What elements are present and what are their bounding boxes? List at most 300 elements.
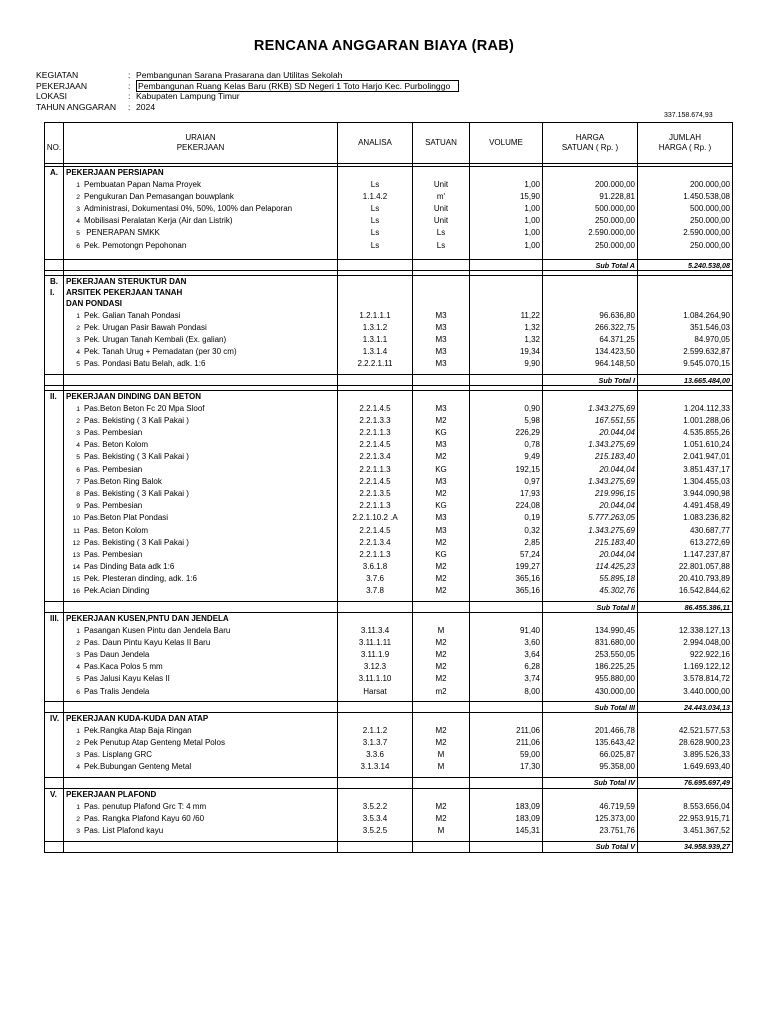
item-number: 2 <box>76 417 80 425</box>
item-number: 3 <box>76 337 80 345</box>
item-label: Pas. Rangka Plafond Kayu 60 /60 <box>84 813 205 823</box>
empty-cell <box>45 260 64 271</box>
item-analisa: 3.7.8 <box>338 585 413 597</box>
item-harga-satuan: 20.044,04 <box>543 500 638 512</box>
item-jumlah: 12.338.127,13 <box>638 624 733 636</box>
item-label: Pas. Pembesian <box>84 428 143 438</box>
empty-cell <box>45 402 64 414</box>
info-key: PEKERJAAN <box>36 80 88 91</box>
item-jumlah: 20.410.793,89 <box>638 573 733 585</box>
item-satuan: M2 <box>413 648 470 660</box>
item-label: Pek Penutup Atap Genteng Metal Polos <box>84 737 225 747</box>
item-satuan: M2 <box>413 736 470 748</box>
item-volume: 3,74 <box>470 673 543 685</box>
item-number: 1 <box>76 727 80 735</box>
empty-cell <box>638 251 733 260</box>
item-jumlah: 42.521.577,53 <box>638 724 733 736</box>
empty-cell <box>338 702 413 713</box>
empty-cell <box>45 624 64 636</box>
header-harga <box>543 123 638 164</box>
item-harga-satuan: 215.183,40 <box>543 451 638 463</box>
empty-cell <box>64 841 338 852</box>
item-description <box>64 239 338 251</box>
table-row <box>45 451 733 463</box>
item-label: Pas Jalusi Kayu Kelas II <box>84 674 170 684</box>
item-label: Pas. Pembesian <box>84 464 143 474</box>
item-satuan: m' <box>413 190 470 202</box>
subtotal-value: 76.695.697,49 <box>638 777 733 788</box>
table-row <box>45 573 733 585</box>
section-title: ARSITEK PEKERJAAN TANAH <box>64 287 338 298</box>
item-satuan: M <box>413 624 470 636</box>
item-volume: 91,40 <box>470 624 543 636</box>
item-jumlah: 8.553.656,04 <box>638 800 733 812</box>
item-volume: 211,06 <box>470 724 543 736</box>
item-label: Pas. Bekisting ( 3 Kali Pakai ) <box>84 452 189 462</box>
empty-cell <box>64 777 338 788</box>
item-number: 3 <box>76 827 80 835</box>
item-number: 2 <box>76 324 80 332</box>
empty-cell <box>45 227 64 239</box>
table-row <box>45 812 733 824</box>
subtotal-label: Sub Total IV <box>543 777 638 788</box>
table-row <box>45 487 733 499</box>
empty-cell <box>470 713 543 725</box>
item-harga-satuan: 266.322,75 <box>543 321 638 333</box>
section-title: PEKERJAAN KUDA-KUDA DAN ATAP <box>64 713 338 725</box>
item-number: 2 <box>76 193 80 201</box>
item-harga-satuan: 955.880,00 <box>543 673 638 685</box>
item-satuan: KG <box>413 463 470 475</box>
item-volume: 183,09 <box>470 812 543 824</box>
item-harga-satuan: 1.343.275,69 <box>543 475 638 487</box>
empty-cell <box>338 251 413 260</box>
item-jumlah: 1.051.610,24 <box>638 439 733 451</box>
item-jumlah: 922.922,16 <box>638 648 733 660</box>
item-harga-satuan: 125.373,00 <box>543 812 638 824</box>
table-row <box>45 346 733 358</box>
item-analisa: 3.3.6 <box>338 749 413 761</box>
item-harga-satuan: 135.643,42 <box>543 736 638 748</box>
table-row <box>45 321 733 333</box>
item-volume: 9,90 <box>470 358 543 370</box>
empty-cell <box>470 375 543 386</box>
item-volume: 17,93 <box>470 487 543 499</box>
empty-cell <box>638 287 733 298</box>
item-jumlah: 250.000,00 <box>638 215 733 227</box>
subtotal-label: Sub Total A <box>543 260 638 271</box>
item-analisa: 2.2.1.3.5 <box>338 487 413 499</box>
empty-cell <box>45 251 64 260</box>
empty-cell <box>413 788 470 800</box>
item-description <box>64 215 338 227</box>
empty-cell <box>543 276 638 288</box>
empty-cell <box>45 648 64 660</box>
section-title: PEKERJAAN KUSEN,PNTU DAN JENDELA <box>64 613 338 625</box>
item-satuan: M2 <box>413 536 470 548</box>
header-jumlah <box>638 123 733 164</box>
empty-cell <box>64 602 338 613</box>
item-harga-satuan: 46.719,59 <box>543 800 638 812</box>
spacer-row <box>45 251 733 260</box>
item-volume: 365,16 <box>470 585 543 597</box>
item-satuan: M2 <box>413 812 470 824</box>
item-harga-satuan: 91.228,81 <box>543 190 638 202</box>
empty-cell <box>45 824 64 836</box>
item-jumlah: 1.169.122,12 <box>638 661 733 673</box>
item-jumlah: 500.000,00 <box>638 202 733 214</box>
item-analisa: 2.2.1.3.4 <box>338 536 413 548</box>
table-row <box>45 548 733 560</box>
empty-cell <box>45 439 64 451</box>
empty-cell <box>338 167 413 179</box>
section-header-row <box>45 276 733 288</box>
header-uraian-line1: URAIAN <box>185 133 216 142</box>
empty-cell <box>638 713 733 725</box>
empty-cell <box>470 391 543 403</box>
item-satuan: M3 <box>413 358 470 370</box>
item-jumlah: 1.001.288,06 <box>638 414 733 426</box>
empty-cell <box>413 167 470 179</box>
item-analisa: 1.1.4.2 <box>338 190 413 202</box>
item-label: Pek. Galian Tanah Pondasi <box>84 310 181 320</box>
item-label: Pek. Urugan Pasir Bawah Pondasi <box>84 322 207 332</box>
item-jumlah: 28.628.900,23 <box>638 736 733 748</box>
section-number: II. <box>45 391 64 403</box>
header-no: NO. <box>45 123 64 164</box>
section-number: B. <box>45 276 64 288</box>
item-number: 10 <box>72 515 80 523</box>
item-description <box>64 451 338 463</box>
item-description <box>64 202 338 214</box>
section-title: PEKERJAAN DINDING DAN BETON <box>64 391 338 403</box>
section-header-row <box>45 613 733 625</box>
item-description <box>64 178 338 190</box>
item-label: Pas. Daun Pintu Kayu Kelas II Baru <box>84 637 211 647</box>
item-volume: 0,97 <box>470 475 543 487</box>
item-analisa: 3.5.3.4 <box>338 812 413 824</box>
section-title: PEKERJAAN PERSIAPAN <box>64 167 338 179</box>
item-harga-satuan: 2.590.000,00 <box>543 227 638 239</box>
item-jumlah: 250.000,00 <box>638 239 733 251</box>
item-satuan: M2 <box>413 661 470 673</box>
table-row <box>45 673 733 685</box>
table-row <box>45 500 733 512</box>
empty-cell <box>64 702 338 713</box>
item-number: 5 <box>76 676 80 684</box>
empty-cell <box>338 602 413 613</box>
item-number: 13 <box>72 551 80 559</box>
item-harga-satuan: 1.343.275,69 <box>543 524 638 536</box>
item-jumlah: 3.895.526,33 <box>638 749 733 761</box>
item-label: Pek. Plesteran dinding, adk. 1:6 <box>84 574 197 584</box>
item-volume: 17,30 <box>470 761 543 773</box>
item-volume: 1,00 <box>470 178 543 190</box>
item-jumlah: 3.578.814,72 <box>638 673 733 685</box>
item-satuan: Unit <box>413 178 470 190</box>
item-jumlah: 3.451.367,52 <box>638 824 733 836</box>
item-description <box>64 426 338 438</box>
item-harga-satuan: 66.025,87 <box>543 749 638 761</box>
item-description <box>64 636 338 648</box>
item-volume: 0,32 <box>470 524 543 536</box>
subtotal-label: Sub Total I <box>543 375 638 386</box>
item-volume: 9,49 <box>470 451 543 463</box>
empty-cell <box>470 777 543 788</box>
empty-cell <box>338 375 413 386</box>
item-jumlah: 84.970,05 <box>638 334 733 346</box>
item-analisa: 3.11.1.9 <box>338 648 413 660</box>
empty-cell <box>45 239 64 251</box>
subtotal-value: 13.665.484,00 <box>638 375 733 386</box>
info-value: Kabupaten Lampung Timur <box>136 91 240 101</box>
empty-cell <box>638 298 733 309</box>
table-row <box>45 749 733 761</box>
table-row <box>45 178 733 190</box>
empty-cell <box>45 500 64 512</box>
item-jumlah: 3.944.090,98 <box>638 487 733 499</box>
item-satuan: M2 <box>413 636 470 648</box>
item-jumlah: 1.084.264,90 <box>638 309 733 321</box>
item-analisa: 2.2.1.4.5 <box>338 402 413 414</box>
empty-cell <box>470 613 543 625</box>
item-harga-satuan: 200.000,00 <box>543 178 638 190</box>
item-satuan: M2 <box>413 724 470 736</box>
item-label: Pas. Lisplang GRC <box>84 750 153 760</box>
info-key: KEGIATAN <box>36 70 79 80</box>
item-jumlah: 16.542.844,62 <box>638 585 733 597</box>
item-description <box>64 358 338 370</box>
item-harga-satuan: 215.183,40 <box>543 536 638 548</box>
item-label: Pas. Beton Kolom <box>84 440 149 450</box>
item-volume: 0,19 <box>470 512 543 524</box>
item-harga-satuan: 186.225,25 <box>543 661 638 673</box>
empty-cell <box>45 749 64 761</box>
table-row <box>45 800 733 812</box>
subtotal-row <box>45 777 733 788</box>
item-analisa: Harsat <box>338 685 413 697</box>
item-description <box>64 749 338 761</box>
item-harga-satuan: 5.777.263,05 <box>543 512 638 524</box>
table-row <box>45 648 733 660</box>
item-harga-satuan: 20.044,04 <box>543 548 638 560</box>
item-satuan: M2 <box>413 585 470 597</box>
table-row <box>45 685 733 697</box>
item-number: 2 <box>76 739 80 747</box>
item-satuan: Ls <box>413 239 470 251</box>
header-volume: VOLUME <box>470 123 543 164</box>
info-value: Pembangunan Ruang Kelas Baru (RKB) SD Negeri 1 Toto Harjo Kec. Purbolinggo <box>136 80 459 92</box>
empty-cell <box>45 426 64 438</box>
empty-cell <box>45 724 64 736</box>
table-row <box>45 463 733 475</box>
item-jumlah: 4.535.855,26 <box>638 426 733 438</box>
item-jumlah: 4.491.458,49 <box>638 500 733 512</box>
item-number: 16 <box>72 588 80 596</box>
item-harga-satuan: 167.551,55 <box>543 414 638 426</box>
item-harga-satuan: 201.466,78 <box>543 724 638 736</box>
item-harga-satuan: 134.990,45 <box>543 624 638 636</box>
item-satuan: M3 <box>413 524 470 536</box>
item-volume: 1,00 <box>470 202 543 214</box>
empty-cell <box>638 167 733 179</box>
item-volume: 183,09 <box>470 800 543 812</box>
table-row <box>45 309 733 321</box>
empty-cell <box>45 524 64 536</box>
empty-cell <box>413 251 470 260</box>
empty-cell <box>45 702 64 713</box>
item-analisa: Ls <box>338 202 413 214</box>
empty-cell <box>338 276 413 288</box>
empty-cell <box>543 613 638 625</box>
item-label: Pas. List Plafond kayu <box>84 825 164 835</box>
item-satuan: KG <box>413 500 470 512</box>
grand-total: 337.158.674,93 <box>664 112 713 119</box>
empty-cell <box>543 298 638 309</box>
item-label: Pas.Beton Beton Fc 20 Mpa Sloof <box>84 403 205 413</box>
item-satuan: M2 <box>413 561 470 573</box>
section-number: I. <box>45 287 64 298</box>
item-satuan: M3 <box>413 439 470 451</box>
item-satuan: M3 <box>413 321 470 333</box>
item-number: 5 <box>76 454 80 462</box>
item-volume: 211,06 <box>470 736 543 748</box>
item-satuan: M3 <box>413 309 470 321</box>
item-analisa: 3.5.2.2 <box>338 800 413 812</box>
info-value: 2024 <box>136 101 156 112</box>
item-description <box>64 548 338 560</box>
item-description <box>64 475 338 487</box>
item-number: 4 <box>76 764 80 772</box>
item-harga-satuan: 20.044,04 <box>543 463 638 475</box>
section-header-row <box>45 391 733 403</box>
item-satuan: Ls <box>413 227 470 239</box>
item-analisa: 2.2.1.1.3 <box>338 548 413 560</box>
item-analisa: 3.12.3 <box>338 661 413 673</box>
header-satuan: SATUAN <box>413 123 470 164</box>
item-description <box>64 500 338 512</box>
item-description <box>64 673 338 685</box>
item-analisa: 2.2.1.1.3 <box>338 463 413 475</box>
item-description <box>64 487 338 499</box>
header-harga-line2: SATUAN ( Rp. ) <box>561 143 619 152</box>
empty-cell <box>45 548 64 560</box>
item-analisa: 1.2.1.1.1 <box>338 309 413 321</box>
item-number: 5 <box>76 361 80 369</box>
item-analisa: 2.2.1.10.2 .A <box>338 512 413 524</box>
item-label: Pas. Pembesian <box>84 501 143 511</box>
item-description <box>64 346 338 358</box>
empty-cell <box>413 260 470 271</box>
item-satuan: M <box>413 761 470 773</box>
empty-cell <box>413 391 470 403</box>
empty-cell <box>413 276 470 288</box>
empty-cell <box>64 375 338 386</box>
table-row <box>45 636 733 648</box>
item-description <box>64 524 338 536</box>
empty-cell <box>45 334 64 346</box>
item-volume: 0,78 <box>470 439 543 451</box>
item-volume: 6,28 <box>470 661 543 673</box>
empty-cell <box>470 788 543 800</box>
item-jumlah: 2.041.947,01 <box>638 451 733 463</box>
section-number: III. <box>45 613 64 625</box>
subtotal-value: 5.240.538,08 <box>638 260 733 271</box>
subtotal-label: Sub Total III <box>543 702 638 713</box>
empty-cell <box>638 788 733 800</box>
item-volume: 145,31 <box>470 824 543 836</box>
item-label: Pas. Pembesian <box>84 549 143 559</box>
info-colon: : <box>128 91 131 101</box>
item-jumlah: 2.994.048,00 <box>638 636 733 648</box>
item-jumlah: 430.687,77 <box>638 524 733 536</box>
empty-cell <box>413 287 470 298</box>
item-harga-satuan: 1.343.275,69 <box>543 439 638 451</box>
empty-cell <box>338 841 413 852</box>
item-harga-satuan: 134.423,50 <box>543 346 638 358</box>
empty-cell <box>470 602 543 613</box>
header-harga-line1: HARGA <box>575 133 605 142</box>
item-analisa: 2.2.1.4.5 <box>338 439 413 451</box>
item-harga-satuan: 250.000,00 <box>543 215 638 227</box>
item-volume: 5,98 <box>470 414 543 426</box>
item-satuan: KG <box>413 426 470 438</box>
subtotal-label: Sub Total II <box>543 602 638 613</box>
item-analisa: 2.2.1.4.5 <box>338 524 413 536</box>
table-row <box>45 761 733 773</box>
item-number: 1 <box>76 803 80 811</box>
item-number: 1 <box>76 405 80 413</box>
item-satuan: M3 <box>413 402 470 414</box>
item-jumlah: 2.599.632,87 <box>638 346 733 358</box>
empty-cell <box>543 788 638 800</box>
info-colon: : <box>128 101 131 112</box>
item-description <box>64 190 338 202</box>
table-row <box>45 239 733 251</box>
item-description <box>64 661 338 673</box>
item-label: Pas.Kaca Polos 5 mm <box>84 662 163 672</box>
item-label: Pas.Beton Plat Pondasi <box>84 513 169 523</box>
table-row <box>45 215 733 227</box>
table-row <box>45 414 733 426</box>
item-description <box>64 573 338 585</box>
empty-cell <box>45 512 64 524</box>
item-label: Pek. Pemotongn Pepohonan <box>84 240 187 250</box>
section-number: A. <box>45 167 64 179</box>
empty-cell <box>45 375 64 386</box>
item-label: Pas. penutup Plafond Grc T: 4 mm <box>84 801 207 811</box>
empty-cell <box>413 713 470 725</box>
empty-cell <box>338 287 413 298</box>
subtotal-row <box>45 375 733 386</box>
item-jumlah: 1.204.112,33 <box>638 402 733 414</box>
section-header-row <box>45 788 733 800</box>
item-harga-satuan: 64.371,25 <box>543 334 638 346</box>
item-jumlah: 1.450.538,08 <box>638 190 733 202</box>
info-key: LOKASI <box>36 91 68 101</box>
table-row <box>45 202 733 214</box>
empty-cell <box>45 346 64 358</box>
section-number: V. <box>45 788 64 800</box>
item-jumlah: 2.590.000,00 <box>638 227 733 239</box>
info-value: Pembangunan Sarana Prasarana dan Utilitas Sekolah <box>136 70 343 80</box>
empty-cell <box>45 602 64 613</box>
item-number: 3 <box>76 205 80 213</box>
item-satuan: M2 <box>413 487 470 499</box>
info-row <box>36 91 459 102</box>
empty-cell <box>45 358 64 370</box>
table-row <box>45 524 733 536</box>
